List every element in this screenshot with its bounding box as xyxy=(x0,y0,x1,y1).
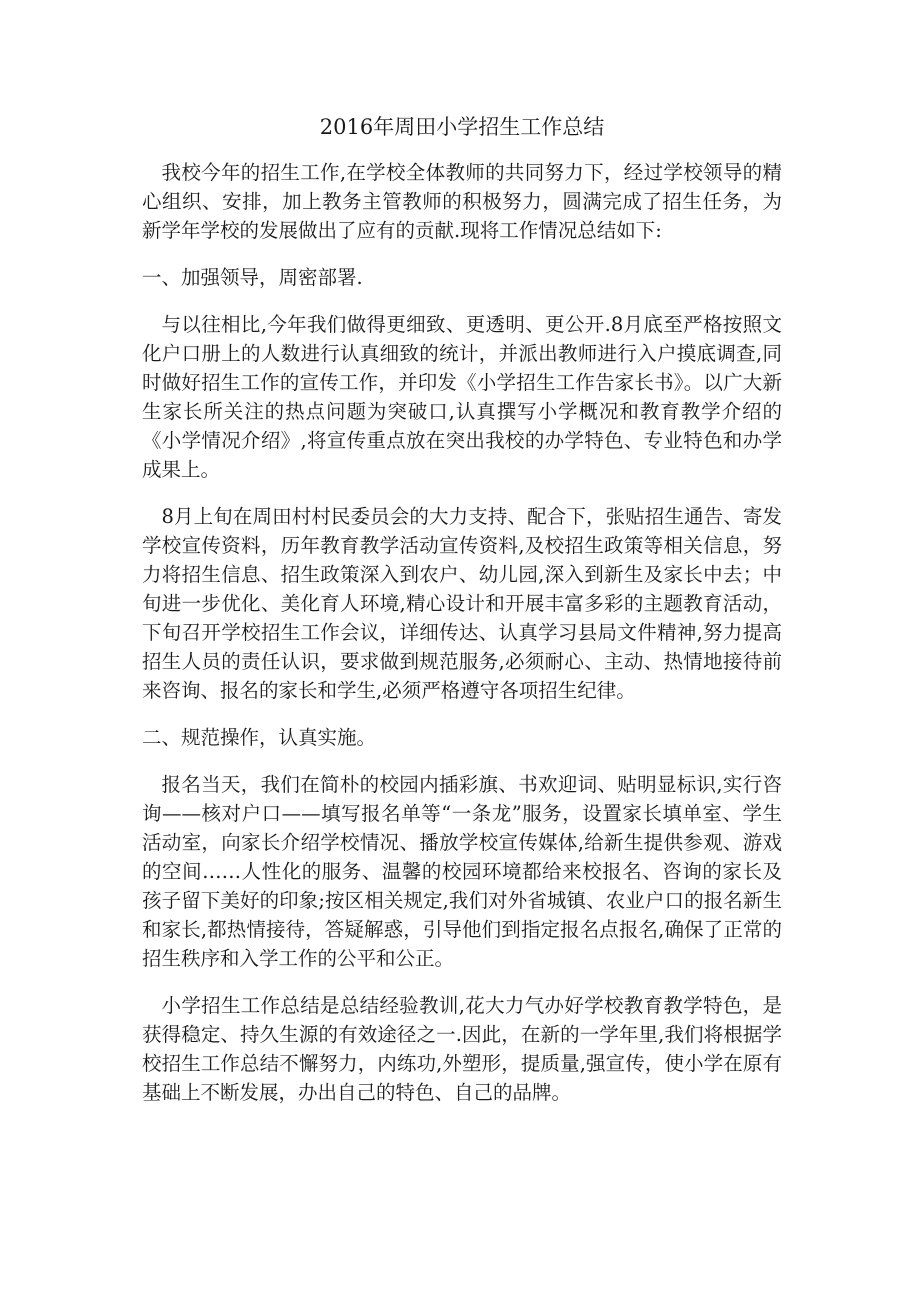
paragraph-august-schedule: 8月上旬在周田村村民委员会的大力支持、配合下，张贴招生通告、寄发学校宣传资料，历年教育教学活动宣传资料,及校招生政策等相关信息，努力将招生信息、招生政策深入到农户、幼儿园,深入到新生及家长中去；中旬进一步优化、美化育人环境,精心设计和开展丰富多彩的主题教育活动，下旬召开学校招生工作会议，详细传达、认真学习县局文件精神,努力提高招生人员的责任认识，要求做到规范服务,必须耐心、主动、热情地接待前来咨询、报名的家长和学生,必须严格遵守各项招生纪律。 xyxy=(142,505,782,702)
paragraph-conclusion: 小学招生工作总结是总结经验教训,花大力气办好学校教育教学特色，是获得稳定、持久生源的有效途径之一.因此，在新的一学年里,我们将根据学校招生工作总结不懈努力，内练功,外塑形，提质量,强宣传，使小学在原有基础上不断发展，办出自己的特色、自己的品牌。 xyxy=(142,994,782,1104)
document-title: 2016年周田小学招生工作总结 xyxy=(319,115,605,139)
paragraph-publicity: 与以往相比,今年我们做得更细致、更透明、更公开.8月底至严格按照文化户口册上的人数进行认真细致的统计，并派出教师进行入户摸底调查,同时做好招生工作的宣传工作，并印发《小学招生工作告家长书》。以广大新生家长所关注的热点问题为突破口,认真撰写小学概况和教育教学介绍的《小学情况介绍》,将宣传重点放在突出我校的办学特色、专业特色和办学成果上。 xyxy=(142,313,782,481)
section-heading-2: 二、规范操作，认真实施。 xyxy=(142,726,377,749)
section-heading-1: 一、加强领导，周密部署. xyxy=(142,266,363,289)
paragraph-intro: 我校今年的招生工作,在学校全体教师的共同努力下，经过学校领导的精心组织、安排，加上教务主管教师的积极努力，圆满完成了招生任务，为新学年学校的发展做出了应有的贡献.现将工作情况总结如下: xyxy=(142,161,782,242)
document-page xyxy=(142,110,782,1125)
paragraph-registration-day: 报名当天，我们在简朴的校园内插彩旗、书欢迎词、贴明显标识,实行咨询——核对户口——填写报名单等“一条龙”服务，设置家长填单室、学生活动室，向家长介绍学校情况、播放学校宣传媒体,给新生提供参观、游戏的空间……人性化的服务、温馨的校园环境都给来校报名、咨询的家长及孩子留下美好的印象;按区相关规定,我们对外省城镇、农业户口的报名新生和家长,都热情接待，答疑解惑，引导他们到指定报名点报名,确保了正常的招生秩序和入学工作的公平和公正。 xyxy=(142,773,782,970)
